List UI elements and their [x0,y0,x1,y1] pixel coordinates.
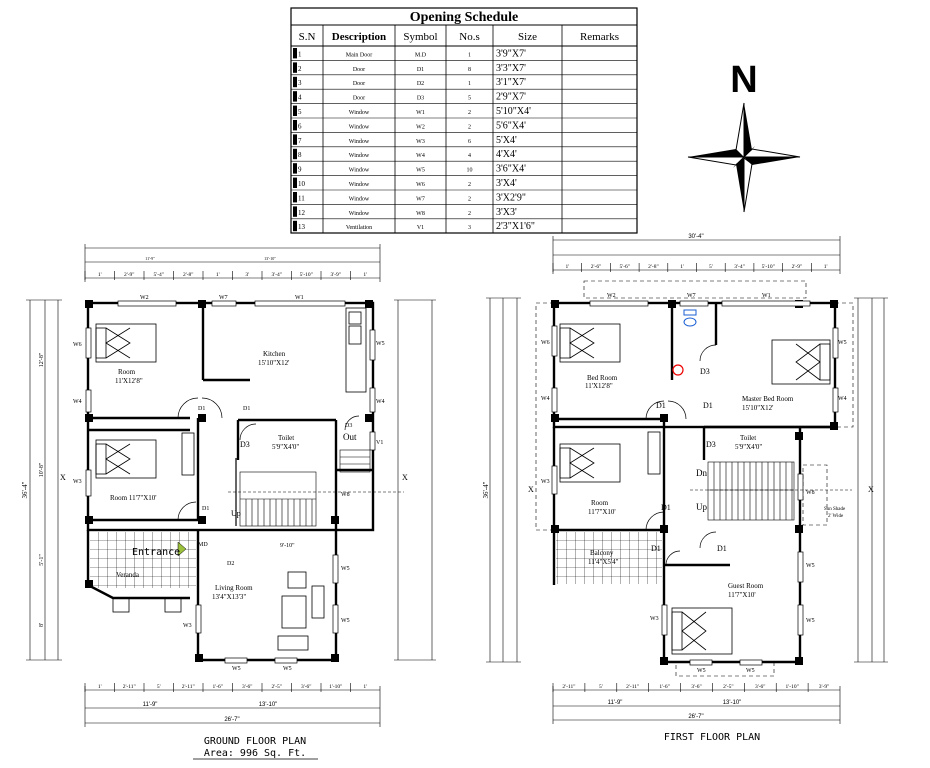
dimension-label: 3'-9" [818,684,830,690]
first-dn-label: Dn [696,468,707,478]
ground-w2-label: W2 [140,295,149,301]
entrance-label: Entrance [132,547,181,558]
schedule-cell: 5'X4' [496,134,517,146]
schedule-cell: 2 [468,124,471,131]
schedule-row [291,192,637,204]
dimension-label: 2'-11" [181,684,195,690]
schedule-header-cell: Remarks [579,31,620,43]
kitchen-label: Kitchen [263,350,286,358]
schedule-cell: 3'3"X7' [496,62,526,74]
schedule-cell: D2 [416,81,425,88]
first-columns [551,300,838,665]
schedule-row [291,134,637,146]
schedule-row [291,221,637,233]
ground-toilet-size: 5'9"X4'0" [272,443,300,451]
ground-w1-label: W1 [295,295,304,301]
dimension-label: 3'-6" [754,684,766,690]
first-w5-label-b2: W5 [746,668,755,674]
first-bed-room [560,432,660,482]
first-w5-label-r3: W5 [806,618,815,624]
schedule-cell: 7 [298,136,302,145]
schedule-cell: 10 [298,180,305,188]
dimension-label: 5'-6" [619,264,631,270]
first-floor-plan [482,234,888,743]
ground-w4-label-left: W4 [73,399,82,405]
schedule-cell: 2'9"X7' [496,91,526,103]
schedule-header-row [299,31,619,43]
dimension-label: 3'-4" [734,264,745,270]
first-d3-label-a: D3 [700,367,710,376]
dimension-label: 2'-11" [562,684,576,690]
ground-w6-label: W6 [73,342,82,348]
first-w3-label-left: W3 [541,479,550,485]
schedule-header-cell: Symbol [403,31,438,43]
schedule-cell: 9 [298,165,302,174]
schedule-cell: 6 [468,138,471,145]
first-d1-label-e: D1 [717,544,727,553]
dimension-label: 12'-8" [39,352,45,368]
schedule-cell: 12 [298,208,305,217]
dimension-label: 3'-9" [330,272,342,278]
ground-floor-caption: GROUND FLOOR PLAN [203,736,307,747]
ground-top-subdim-1: 11'-9" [145,256,155,261]
ground-w5-label-right1: W5 [376,341,385,347]
north-label: N [730,59,758,101]
schedule-cell: 6 [298,122,302,131]
schedule-cell: M.D [414,52,427,59]
schedule-cell: Door [352,81,366,88]
schedule-cell: 2 [468,210,471,217]
ground-w5-label-right3: W5 [341,618,350,624]
dimension-label: 3' [245,272,250,278]
schedule-cell: 2 [468,196,471,203]
lobby-dim: 9'-10" [280,543,295,549]
schedule-cell: V1 [416,225,425,232]
dimension-label: 5'-10" [761,264,775,270]
schedule-cell: W8 [416,210,425,217]
dimension-label: 3'-4" [271,272,283,278]
first-x-left: X [528,485,534,494]
first-up-label: Up [696,502,707,512]
first-bed-size: 11'X12'8" [585,382,613,390]
dimension-label: 1' [97,272,102,278]
ground-d3-label-a: D3 [240,440,250,449]
first-floor-caption: FIRST FLOOR PLAN [663,732,761,743]
schedule-rows [291,48,637,233]
dimension-label: 2'-8" [648,264,659,270]
dimension-label: 2'-11" [122,684,136,690]
schedule-cell: Main Door [345,52,373,59]
schedule-cell: Window [348,210,370,217]
first-room-label: Room [591,499,609,507]
first-w6-label: W6 [541,340,550,346]
first-sub-1: 11'-9" [607,700,623,706]
schedule-row [291,149,637,161]
ground-columns [85,300,373,662]
schedule-cell: Window [348,167,370,174]
ground-v1-label: V1 [376,440,384,446]
ground-left-total: 36'-4" [21,481,29,499]
schedule-cell: 4 [298,93,302,102]
ground-w5-label-b2: W5 [283,666,292,672]
ground-top-subdim-2: 13'-10" [264,256,276,261]
schedule-cell: 5'6"X4' [496,120,526,132]
first-d1-label-a: D1 [656,401,666,410]
schedule-cell: D1 [416,66,425,73]
ground-walls [88,303,373,660]
schedule-cell: Ventilation [345,225,373,232]
ground-w3-label-bottom: W3 [183,623,192,629]
ground-floor-plan [21,244,436,759]
ground-sub-2: 13'-10" [258,702,278,708]
dimension-label: 5' [598,684,603,690]
first-bed-guest [672,608,732,654]
first-w1-label: W1 [762,293,771,299]
living-room-label: Living Room [215,584,253,592]
first-toilet-fixtures [684,310,696,326]
ground-w5-label-right2: W5 [341,566,350,572]
schedule-cell: D3 [416,95,425,102]
balcony-label: Balcony [590,549,614,557]
first-w7-label: W7 [687,293,696,299]
dimension-label: 10'-8" [39,462,45,478]
schedule-cell: 8 [468,66,471,73]
first-bed-label: Bed Room [587,374,618,382]
first-w8-label: W8 [806,490,815,496]
dimension-label: 1' [680,264,685,270]
dimension-label: 5'-4" [153,272,165,278]
first-top-total: 30'-4" [688,234,704,240]
first-windows [552,301,838,665]
dimension-label: 2'-5" [271,684,283,690]
schedule-cell: W4 [416,153,425,160]
dimension-label: 3'-6" [300,684,312,690]
schedule-cell: 4'X4' [496,149,517,161]
schedule-cell: Window [348,196,370,203]
guest-room-label: Guest Room [728,582,764,590]
first-toilet-size: 5'9"X4'0" [735,443,763,451]
master-bed-label: Master Bed Room [742,395,794,403]
schedule-row [291,178,637,190]
balcony-size: 11'4"X5'4" [588,558,619,566]
ground-toilet-label: Toilet [278,434,295,442]
schedule-cell: 2 [468,182,471,188]
first-opening-labels [528,293,874,674]
dimension-label: 2'-8" [182,272,194,278]
sunshade-label: Sun Shade [824,507,846,512]
schedule-cell: 3'X2'9" [496,192,526,204]
schedule-title: Opening Schedule [409,10,519,25]
first-w3-label-bottom: W3 [650,616,659,622]
first-top-dim-labels [553,263,828,272]
first-d1-label-d: D1 [651,544,661,553]
first-left-total: 36'-4" [482,481,490,499]
schedule-cell: W1 [416,110,425,116]
schedule-row [291,91,637,103]
schedule-cell: Window [348,182,370,188]
first-washbasin-icon [673,365,683,375]
dimension-label: 1' [823,264,828,270]
ground-md-label: MD [198,542,208,548]
schedule-cell: 3'X3' [496,206,517,218]
first-w2-label: W2 [607,293,616,299]
ground-x-left: X [60,473,66,482]
dimension-label: 5'-10" [299,272,313,278]
schedule-cell: 3 [298,79,302,88]
north-arrow-icon [688,59,800,212]
ground-room1-label: Room [118,368,136,376]
first-d3-label-b: D3 [706,440,716,449]
opening-schedule-table [291,8,637,233]
dimension-label: 5' [708,264,713,270]
ground-room1-size: 11'X12'8" [115,377,143,385]
ground-top-dim-labels [85,271,367,280]
schedule-cell: 10 [466,167,473,174]
dimension-label: 1' [97,684,102,690]
ground-sub-1: 11'-9" [142,702,158,708]
dimension-label: 5' [156,684,161,690]
first-d1-label-c: D1 [661,503,671,512]
veranda-label: Veranda [116,571,139,579]
schedule-row [291,163,637,175]
ground-floor-area: Area: 996 Sq. Ft. [203,748,307,759]
guest-room-size: 11'7"X10' [728,591,756,599]
ground-overall-width: 26'-7" [224,717,240,723]
kitchen-size: 15'10"X12' [258,359,290,367]
schedule-cell: Window [348,110,370,116]
dimension-label: 3'-6" [691,684,702,690]
schedule-cell: Window [348,124,370,131]
schedule-cell: 5'10"X4' [496,106,531,117]
schedule-row [291,120,637,132]
first-bed-master [772,340,830,384]
first-w4-label-right: W4 [838,396,847,402]
schedule-cell: 1 [468,52,471,59]
ground-d3-label-b: D3 [345,423,353,429]
ground-w7-label: W7 [219,295,228,301]
ground-opening-labels [60,295,408,672]
schedule-cell: 11 [298,194,305,203]
schedule-cell: 2 [468,110,471,116]
ground-w5-label-b1: W5 [232,666,241,672]
schedule-cell: 3'6"X4' [496,163,526,175]
schedule-cell: 1 [468,81,471,88]
dimension-label: 2'-6" [590,264,602,270]
schedule-cell: W5 [416,167,425,174]
first-d1-label-b: D1 [703,401,713,410]
schedule-cell: 1 [298,50,302,59]
schedule-cell: 3'X4' [496,178,517,189]
dimension-label: 1' [565,264,570,270]
veranda-tiles [90,532,196,588]
schedule-cell: W7 [416,196,425,203]
schedule-cell: Door [352,95,366,102]
dimension-label: 1'-10" [329,684,343,690]
dimension-label: 1'-6" [659,684,670,690]
ground-w4-label-right: W4 [376,399,385,405]
ground-w8-label: W8 [341,492,350,498]
schedule-cell: Window [348,138,370,145]
first-w5-label-right: W5 [838,340,847,346]
dimension-label: 2'-9" [791,264,803,270]
ground-staircase [228,458,404,526]
schedule-cell: 8 [298,151,302,160]
dimension-label: 3'-6" [241,684,253,690]
schedule-row [291,48,637,60]
schedule-cell: 3'9"X7' [496,48,526,60]
dimension-label: 5'-1" [39,554,45,566]
schedule-row [291,62,637,74]
ground-d1-label-c: D1 [202,506,210,512]
dimension-label: 1' [363,272,368,278]
schedule-row [291,106,637,118]
schedule-cell: 5 [298,108,302,116]
schedule-cell: W3 [416,138,425,145]
ground-d2-label: D2 [227,561,235,567]
ground-x-right: X [402,473,408,482]
ground-left-dim-labels [39,352,45,627]
schedule-header-cell: No.s [459,31,480,43]
dimension-label: 1' [363,684,368,690]
schedule-cell: 3'1"X7' [496,77,526,89]
ground-d1-label-b: D1 [243,406,251,412]
schedule-cell: W6 [416,182,425,188]
schedule-cell: Window [348,153,370,160]
ground-room2-label: Room 11'7"X10' [110,494,157,502]
ground-right-dim-lines [394,300,436,660]
schedule-cell: 4 [468,153,471,160]
first-toilet-label: Toilet [740,434,757,442]
first-room-size: 11'7"X10' [588,508,616,516]
dimension-label: 8' [39,622,45,628]
schedule-cell: 2'3"X1'6" [496,221,535,233]
living-room-size: 13'4"X13'3" [212,593,247,601]
ground-bed-2 [96,433,194,478]
dimension-label: 2'-11" [626,684,640,690]
schedule-cell: 13 [298,223,305,232]
dimension-label: 1'-10" [785,684,799,690]
schedule-row [291,206,637,218]
sunshade-width: 2' Wide [828,514,844,519]
kitchen-counter [346,308,366,392]
ground-d1-label-a: D1 [198,406,206,412]
dimension-label: 2'-5" [723,684,734,690]
dimension-label: 2'-9" [123,272,135,278]
schedule-cell: 5 [468,95,471,102]
first-w5-label-r2: W5 [806,563,815,569]
first-w4-label-left: W4 [541,396,550,402]
first-overall-width: 26'-7" [688,714,704,720]
first-bottom-dim-labels [553,683,829,692]
dimension-label: 1' [215,272,220,278]
schedule-row [291,77,637,89]
out-steps [340,450,370,472]
out-label: Out [343,432,357,442]
dimension-label: 1'-6" [212,684,224,690]
first-right-dim-lines [854,298,888,662]
ground-bottom-dim-labels [85,683,367,692]
first-left-dim-lines [486,298,521,662]
ground-bed-1 [96,324,156,362]
first-sub-2: 13'-10" [722,700,742,706]
ground-up-label: Up [231,509,241,518]
schedule-header-cell: Description [331,31,387,43]
ground-w3-label-left: W3 [73,479,82,485]
schedule-cell: 2 [298,64,302,73]
first-x-right: X [868,485,874,494]
schedule-cell: W2 [416,124,425,131]
schedule-cell: Door [352,66,366,73]
master-bed-size: 15'10"X12' [742,404,774,412]
first-w5-label-b1: W5 [697,668,706,674]
schedule-header-cell: Size [518,31,537,43]
schedule-cell: 3 [468,225,471,232]
schedule-header-cell: S.N [298,31,316,43]
first-bed-1 [560,324,620,362]
